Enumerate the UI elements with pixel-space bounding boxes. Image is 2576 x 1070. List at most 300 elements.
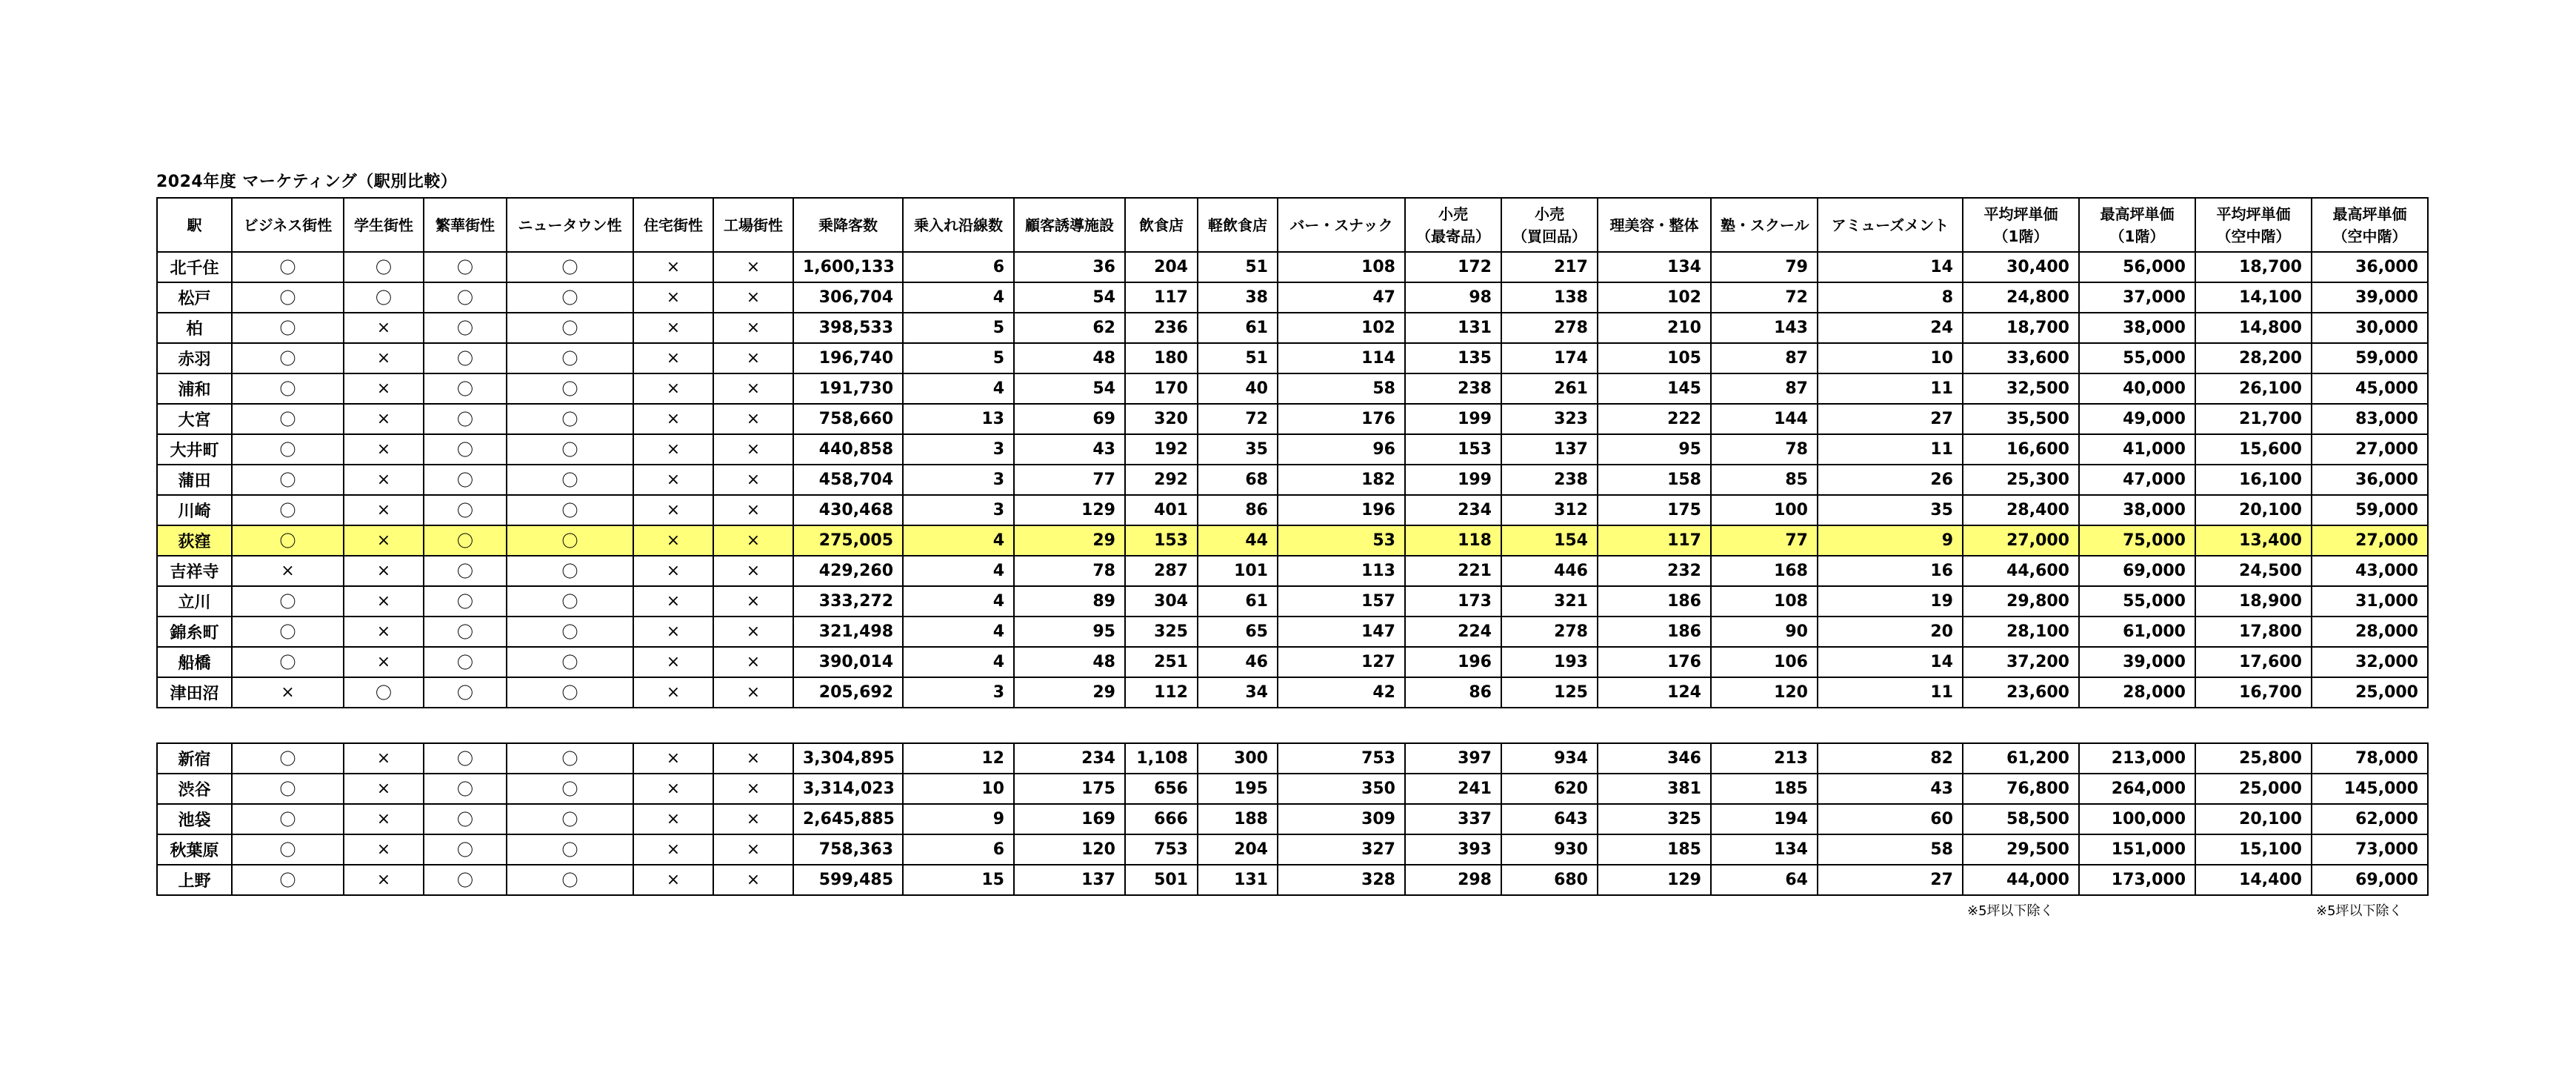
value-cell: 172 [1405, 252, 1501, 282]
value-cell: 5 [903, 343, 1014, 373]
value-cell: 78,000 [2312, 743, 2428, 774]
attribute-cell: 〇 [232, 647, 344, 677]
value-cell: 28,400 [1963, 495, 2079, 525]
value-cell: 204 [1125, 252, 1198, 282]
value-cell: 14,800 [2195, 313, 2312, 343]
attribute-cell: × [713, 282, 793, 313]
value-cell: 170 [1125, 373, 1198, 404]
attribute-cell: 〇 [232, 865, 344, 895]
value-cell: 24,500 [2195, 556, 2312, 586]
attribute-cell: 〇 [232, 404, 344, 434]
table-row [157, 774, 2428, 804]
value-cell: 58 [1278, 373, 1405, 404]
value-cell: 73,000 [2312, 834, 2428, 865]
column-header-text: （1階） [2109, 227, 2165, 245]
value-cell: 82 [1818, 743, 1963, 774]
column-header [2195, 198, 2312, 252]
attribute-cell: 〇 [507, 404, 633, 434]
value-cell: 17,800 [2195, 617, 2312, 647]
value-cell: 4 [903, 617, 1014, 647]
value-cell: 27,000 [2312, 434, 2428, 465]
value-cell: 55,000 [2079, 343, 2195, 373]
column-header-text: （買回品） [1512, 227, 1586, 245]
attribute-cell: × [633, 804, 713, 834]
station-name-cell: 立川 [157, 586, 232, 617]
value-cell: 18,700 [1963, 313, 2079, 343]
table-row [157, 343, 2428, 373]
attribute-cell: × [713, 343, 793, 373]
value-cell: 44,600 [1963, 556, 2079, 586]
value-cell: 37,000 [2079, 282, 2195, 313]
value-cell: 117 [1125, 282, 1198, 313]
value-cell: 143 [1711, 313, 1818, 343]
attribute-cell: 〇 [344, 282, 424, 313]
value-cell: 16 [1818, 556, 1963, 586]
value-cell: 440,858 [793, 434, 903, 465]
value-cell: 34 [1198, 677, 1278, 708]
value-cell: 458,704 [793, 465, 903, 495]
value-cell: 51 [1198, 252, 1278, 282]
value-cell: 105 [1598, 343, 1711, 373]
station-name-cell: 秋葉原 [157, 834, 232, 865]
value-cell: 58,500 [1963, 804, 2079, 834]
value-cell: 350 [1278, 774, 1405, 804]
column-header [793, 198, 903, 252]
value-cell: 47 [1278, 282, 1405, 313]
value-cell: 15 [903, 865, 1014, 895]
value-cell: 61 [1198, 313, 1278, 343]
value-cell: 325 [1125, 617, 1198, 647]
value-cell: 300 [1198, 743, 1278, 774]
value-cell: 333,272 [793, 586, 903, 617]
value-cell: 102 [1598, 282, 1711, 313]
attribute-cell: × [713, 252, 793, 282]
value-cell: 934 [1501, 743, 1598, 774]
value-cell: 32,000 [2312, 647, 2428, 677]
column-header [633, 198, 713, 252]
attribute-cell: × [633, 525, 713, 556]
value-cell: 182 [1278, 465, 1405, 495]
value-cell: 68 [1198, 465, 1278, 495]
value-cell: 108 [1278, 252, 1405, 282]
attribute-cell: × [344, 373, 424, 404]
value-cell: 192 [1125, 434, 1198, 465]
table-row [157, 282, 2428, 313]
value-cell: 199 [1405, 404, 1501, 434]
attribute-cell: 〇 [424, 313, 507, 343]
value-cell: 261 [1501, 373, 1598, 404]
value-cell: 61,000 [2079, 617, 2195, 647]
value-cell: 180 [1125, 343, 1198, 373]
column-header-text: 繁華街性 [436, 216, 495, 234]
attribute-cell: 〇 [507, 525, 633, 556]
value-cell: 69 [1014, 404, 1125, 434]
value-cell: 217 [1501, 252, 1598, 282]
value-cell: 102 [1278, 313, 1405, 343]
value-cell: 309 [1278, 804, 1405, 834]
value-cell: 101 [1198, 556, 1278, 586]
value-cell: 48 [1014, 343, 1125, 373]
column-header [903, 198, 1014, 252]
attribute-cell: 〇 [232, 525, 344, 556]
attribute-cell: 〇 [507, 556, 633, 586]
value-cell: 77 [1014, 465, 1125, 495]
attribute-cell: × [344, 404, 424, 434]
attribute-cell: × [633, 495, 713, 525]
value-cell: 232 [1598, 556, 1711, 586]
column-header-text: 軽飲食店 [1208, 216, 1267, 234]
value-cell: 17,600 [2195, 647, 2312, 677]
value-cell: 321,498 [793, 617, 903, 647]
attribute-cell: 〇 [232, 834, 344, 865]
attribute-cell: 〇 [424, 556, 507, 586]
table-row [157, 373, 2428, 404]
value-cell: 55,000 [2079, 586, 2195, 617]
comparison-table-main [156, 197, 2429, 708]
value-cell: 114 [1278, 343, 1405, 373]
value-cell: 176 [1278, 404, 1405, 434]
column-header-text: （空中階） [2216, 227, 2291, 245]
value-cell: 4 [903, 282, 1014, 313]
attribute-cell: 〇 [232, 282, 344, 313]
value-cell: 401 [1125, 495, 1198, 525]
attribute-cell: × [633, 313, 713, 343]
attribute-cell: 〇 [507, 865, 633, 895]
value-cell: 173 [1405, 586, 1501, 617]
column-header [1405, 198, 1501, 252]
station-name-cell: 柏 [157, 313, 232, 343]
attribute-cell: × [713, 313, 793, 343]
column-header-text: 小売 [1438, 205, 1468, 223]
value-cell: 43,000 [2312, 556, 2428, 586]
column-header-text: バー・スナック [1289, 216, 1393, 234]
station-name-cell: 北千住 [157, 252, 232, 282]
value-cell: 169 [1014, 804, 1125, 834]
value-cell: 204 [1198, 834, 1278, 865]
value-cell: 106 [1711, 647, 1818, 677]
value-cell: 312 [1501, 495, 1598, 525]
value-cell: 8 [1818, 282, 1963, 313]
value-cell: 89 [1014, 586, 1125, 617]
value-cell: 131 [1198, 865, 1278, 895]
value-cell: 62 [1014, 313, 1125, 343]
value-cell: 397 [1405, 743, 1501, 774]
value-cell: 28,000 [2079, 677, 2195, 708]
value-cell: 100 [1711, 495, 1818, 525]
value-cell: 191,730 [793, 373, 903, 404]
value-cell: 25,300 [1963, 465, 2079, 495]
attribute-cell: × [344, 495, 424, 525]
value-cell: 129 [1598, 865, 1711, 895]
value-cell: 158 [1598, 465, 1711, 495]
attribute-cell: 〇 [232, 313, 344, 343]
attribute-cell: 〇 [424, 647, 507, 677]
attribute-cell: × [633, 556, 713, 586]
value-cell: 205,692 [793, 677, 903, 708]
attribute-cell: 〇 [507, 252, 633, 282]
attribute-cell: 〇 [232, 495, 344, 525]
attribute-cell: 〇 [424, 282, 507, 313]
station-name-cell: 吉祥寺 [157, 556, 232, 586]
value-cell: 6 [903, 834, 1014, 865]
attribute-cell: 〇 [424, 865, 507, 895]
column-header-text: 飲食店 [1139, 216, 1184, 234]
value-cell: 125 [1501, 677, 1598, 708]
sheet-title: 2024年度 マーケティング（駅別比較） [156, 173, 458, 191]
attribute-cell: × [713, 647, 793, 677]
attribute-cell: 〇 [424, 525, 507, 556]
station-name-cell: 新宿 [157, 743, 232, 774]
attribute-cell: 〇 [232, 465, 344, 495]
value-cell: 321 [1501, 586, 1598, 617]
value-cell: 117 [1598, 525, 1711, 556]
attribute-cell: × [633, 465, 713, 495]
value-cell: 298 [1405, 865, 1501, 895]
attribute-cell: × [633, 252, 713, 282]
footnotes [156, 896, 2429, 921]
value-cell: 320 [1125, 404, 1198, 434]
value-cell: 11 [1818, 434, 1963, 465]
value-cell: 15,100 [2195, 834, 2312, 865]
value-cell: 11 [1818, 677, 1963, 708]
value-cell: 199 [1405, 465, 1501, 495]
value-cell: 13 [903, 404, 1014, 434]
value-cell: 96 [1278, 434, 1405, 465]
value-cell: 26 [1818, 465, 1963, 495]
value-cell: 1,600,133 [793, 252, 903, 282]
attribute-cell: × [232, 677, 344, 708]
value-cell: 193 [1501, 647, 1598, 677]
attribute-cell: × [713, 677, 793, 708]
value-cell: 3,304,895 [793, 743, 903, 774]
value-cell: 54 [1014, 373, 1125, 404]
value-cell: 21,700 [2195, 404, 2312, 434]
value-cell: 236 [1125, 313, 1198, 343]
value-cell: 292 [1125, 465, 1198, 495]
column-header-text: 乗入れ沿線数 [914, 216, 1003, 234]
attribute-cell: 〇 [232, 617, 344, 647]
value-cell: 154 [1501, 525, 1598, 556]
value-cell: 40,000 [2079, 373, 2195, 404]
value-cell: 930 [1501, 834, 1598, 865]
attribute-cell: 〇 [507, 804, 633, 834]
attribute-cell: 〇 [232, 774, 344, 804]
column-header [2312, 198, 2428, 252]
column-header-text: 最高坪単価 [2100, 205, 2175, 223]
attribute-cell: 〇 [424, 434, 507, 465]
value-cell: 234 [1405, 495, 1501, 525]
value-cell: 323 [1501, 404, 1598, 434]
value-cell: 327 [1278, 834, 1405, 865]
footnote-upper: ※5坪以下除く [2316, 903, 2403, 919]
table-row [157, 313, 2428, 343]
value-cell: 168 [1711, 556, 1818, 586]
attribute-cell: 〇 [424, 586, 507, 617]
column-header [1278, 198, 1405, 252]
value-cell: 213,000 [2079, 743, 2195, 774]
header-row [157, 198, 2428, 252]
value-cell: 25,800 [2195, 743, 2312, 774]
table-row [157, 865, 2428, 895]
attribute-cell: × [713, 465, 793, 495]
attribute-cell: × [713, 774, 793, 804]
attribute-cell: × [344, 313, 424, 343]
value-cell: 36,000 [2312, 252, 2428, 282]
attribute-cell: × [713, 434, 793, 465]
attribute-cell: × [713, 834, 793, 865]
comparison-table-major [156, 742, 2429, 896]
table-row [157, 434, 2428, 465]
column-header [1963, 198, 2079, 252]
value-cell: 328 [1278, 865, 1405, 895]
value-cell: 44 [1198, 525, 1278, 556]
value-cell: 27 [1818, 865, 1963, 895]
table-gap [156, 708, 2429, 742]
attribute-cell: × [232, 556, 344, 586]
value-cell: 28,000 [2312, 617, 2428, 647]
value-cell: 147 [1278, 617, 1405, 647]
attribute-cell: × [633, 434, 713, 465]
value-cell: 238 [1501, 465, 1598, 495]
value-cell: 29 [1014, 677, 1125, 708]
column-header-text: 学生街性 [354, 216, 413, 234]
station-name-cell: 池袋 [157, 804, 232, 834]
column-header [1501, 198, 1598, 252]
column-header-text: （最寄品） [1416, 227, 1490, 245]
value-cell: 61 [1198, 586, 1278, 617]
value-cell: 196 [1278, 495, 1405, 525]
value-cell: 30,000 [2312, 313, 2428, 343]
value-cell: 26,100 [2195, 373, 2312, 404]
value-cell: 61,200 [1963, 743, 2079, 774]
value-cell: 36,000 [2312, 465, 2428, 495]
value-cell: 44,000 [1963, 865, 2079, 895]
value-cell: 758,660 [793, 404, 903, 434]
value-cell: 175 [1598, 495, 1711, 525]
value-cell: 85 [1711, 465, 1818, 495]
value-cell: 86 [1405, 677, 1501, 708]
value-cell: 210 [1598, 313, 1711, 343]
value-cell: 325 [1598, 804, 1711, 834]
attribute-cell: × [713, 404, 793, 434]
value-cell: 98 [1405, 282, 1501, 313]
value-cell: 264,000 [2079, 774, 2195, 804]
value-cell: 78 [1711, 434, 1818, 465]
attribute-cell: × [344, 865, 424, 895]
attribute-cell: × [344, 647, 424, 677]
value-cell: 393 [1405, 834, 1501, 865]
value-cell: 9 [903, 804, 1014, 834]
value-cell: 45,000 [2312, 373, 2428, 404]
value-cell: 398,533 [793, 313, 903, 343]
attribute-cell: 〇 [424, 834, 507, 865]
attribute-cell: 〇 [232, 743, 344, 774]
attribute-cell: × [344, 556, 424, 586]
attribute-cell: × [713, 743, 793, 774]
value-cell: 304 [1125, 586, 1198, 617]
attribute-cell: 〇 [507, 834, 633, 865]
column-header-text: 乗降客数 [818, 216, 878, 234]
value-cell: 14,100 [2195, 282, 2312, 313]
value-cell: 3 [903, 495, 1014, 525]
attribute-cell: 〇 [507, 495, 633, 525]
value-cell: 28,100 [1963, 617, 2079, 647]
attribute-cell: 〇 [507, 313, 633, 343]
value-cell: 430,468 [793, 495, 903, 525]
value-cell: 153 [1405, 434, 1501, 465]
value-cell: 157 [1278, 586, 1405, 617]
attribute-cell: × [344, 774, 424, 804]
value-cell: 599,485 [793, 865, 903, 895]
column-header [1014, 198, 1125, 252]
attribute-cell: × [633, 774, 713, 804]
column-header-text: ニュータウン性 [518, 216, 622, 234]
value-cell: 77 [1711, 525, 1818, 556]
attribute-cell: 〇 [344, 252, 424, 282]
value-cell: 134 [1598, 252, 1711, 282]
value-cell: 14 [1818, 647, 1963, 677]
attribute-cell: × [713, 804, 793, 834]
value-cell: 32,500 [1963, 373, 2079, 404]
attribute-cell: × [633, 647, 713, 677]
attribute-cell: 〇 [232, 252, 344, 282]
attribute-cell: 〇 [507, 586, 633, 617]
value-cell: 188 [1198, 804, 1278, 834]
value-cell: 138 [1501, 282, 1598, 313]
value-cell: 35 [1198, 434, 1278, 465]
column-header-text: （1階） [1993, 227, 2049, 245]
value-cell: 20,100 [2195, 804, 2312, 834]
value-cell: 27,000 [2312, 525, 2428, 556]
attribute-cell: 〇 [424, 252, 507, 282]
value-cell: 446 [1501, 556, 1598, 586]
value-cell: 27 [1818, 404, 1963, 434]
station-name-cell: 大宮 [157, 404, 232, 434]
table-row [157, 465, 2428, 495]
attribute-cell: × [633, 343, 713, 373]
value-cell: 56,000 [2079, 252, 2195, 282]
value-cell: 195 [1198, 774, 1278, 804]
value-cell: 38,000 [2079, 313, 2195, 343]
table-row [157, 677, 2428, 708]
value-cell: 194 [1711, 804, 1818, 834]
attribute-cell: × [344, 617, 424, 647]
station-name-cell: 錦糸町 [157, 617, 232, 647]
attribute-cell: × [713, 495, 793, 525]
value-cell: 48 [1014, 647, 1125, 677]
column-header-text: 駅 [187, 216, 202, 234]
station-name-cell: 大井町 [157, 434, 232, 465]
value-cell: 59,000 [2312, 343, 2428, 373]
value-cell: 58 [1818, 834, 1963, 865]
value-cell: 11 [1818, 373, 1963, 404]
value-cell: 25,000 [2312, 677, 2428, 708]
value-cell: 16,100 [2195, 465, 2312, 495]
value-cell: 501 [1125, 865, 1198, 895]
table-row [157, 617, 2428, 647]
station-name-cell: 松戸 [157, 282, 232, 313]
value-cell: 306,704 [793, 282, 903, 313]
value-cell: 241 [1405, 774, 1501, 804]
value-cell: 95 [1598, 434, 1711, 465]
value-cell: 64 [1711, 865, 1818, 895]
attribute-cell: × [713, 865, 793, 895]
attribute-cell: × [633, 617, 713, 647]
column-header [1125, 198, 1198, 252]
value-cell: 39,000 [2312, 282, 2428, 313]
value-cell: 35 [1818, 495, 1963, 525]
value-cell: 47,000 [2079, 465, 2195, 495]
